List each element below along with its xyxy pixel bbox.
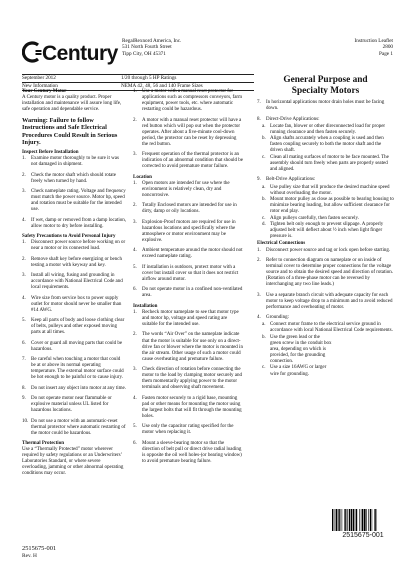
frame-sizes: NEMA 42, 48, 56 and 140 Frame Sizes	[121, 83, 203, 89]
list-item: 4. Ambient temperature around the motor should not exceed nameplate rating.	[133, 248, 243, 260]
sub-item: b. Use the green lead or the green screw in the conduit box area, depending on which is provided, for the grounding connection.	[262, 334, 332, 364]
sub-item: a. Use pulley size that will produce the desired machine speed without overloading the motor.	[262, 184, 390, 196]
thermal-text: Use a “Thermally Protected” motor wherever required by safety regulations or an Underwriters’ Laboratories Standard, or where severe overloading, jamming or other abnormal operating conditions may occur.	[22, 447, 124, 477]
barcode-bar	[372, 509, 373, 531]
list-item: 9. Do not operate motor near flammable or explosive material unless UL listed for hazardous locations.	[22, 396, 112, 414]
list-item: 4. Grounding:	[257, 315, 290, 321]
installation-list-cont	[257, 100, 394, 240]
list-item: 1. Disconnect power source and tag or lock open before starting.	[257, 247, 391, 253]
thermal-list	[133, 89, 243, 170]
barcode-bar	[374, 509, 375, 531]
list-item: 2. Remove shaft key before energizing or bench testing a motor with keyway and key.	[22, 256, 122, 268]
barcode-bar	[370, 509, 371, 531]
barcode-bar	[375, 509, 376, 531]
list-item: 7. In horizontal applications motor drain holes must be facing down.	[257, 100, 385, 112]
issue-date: September 2012	[22, 75, 56, 81]
barcode-bar	[364, 509, 366, 531]
brand-name: Century	[42, 42, 118, 65]
location-list	[133, 181, 243, 300]
barcode-number: 2515675-001	[342, 532, 384, 539]
hp-ratings: 1/20 through 5 HP Ratings	[121, 75, 177, 81]
electrical-list	[257, 248, 394, 378]
sub-item: a. Connect motor frame to the electrical service ground in accordance with local National Electrical Code requirements.	[262, 322, 393, 334]
list-item: 2. The words “Air Over” on the nameplate indicate that the motor is suitable for use only on a direct-drive fan or blower where the motor is mounted in the air stream. Other usage of such a motor could cause overheating and premature failure.	[133, 332, 243, 362]
list-item: 1. Recheck motor nameplate to see that motor type and motor hp, voltage and speed rating are suitable for the intended use.	[133, 309, 239, 328]
leaflet-number: 2800	[382, 44, 393, 51]
list-item: 2. Totally Enclosed motors are intended for use in dirty, damp or oily locations.	[133, 203, 237, 215]
barcode-bar	[353, 509, 354, 531]
barcode-bar	[351, 509, 353, 531]
section-heading: Thermal Protection	[22, 441, 64, 447]
list-item: 4. Wire size from service box to power supply outlet for motor should never be smaller than #14 AWG.	[22, 295, 122, 313]
barcode-bar	[356, 509, 357, 531]
list-item: 3. Frequent operation of the thermal protector is an indication of an abnormal condition that should be corrected to avoid premature motor failure.	[133, 152, 243, 170]
barcode-bar	[345, 509, 346, 531]
footer-doc-number: 2515675-001	[22, 545, 57, 552]
list-item: 6. Cover or guard all moving parts that could be hazardous.	[22, 340, 123, 352]
century-c-icon	[22, 41, 42, 63]
barcode-bar	[362, 509, 363, 531]
list-item: 1. Disconnect power source before working on or near a motor or its connected load.	[22, 240, 126, 252]
section-heading: Installation	[133, 303, 158, 309]
barcode-bar	[359, 509, 360, 531]
footer	[22, 546, 56, 559]
address-line: RegalRexnord America, Inc.	[122, 38, 182, 44]
document-title	[257, 75, 394, 96]
barcode-bar	[339, 509, 340, 531]
list-item: 5. Keep all parts of body and loose clothing clear of belts, pulleys and other exposed moving parts at all times.	[22, 318, 125, 336]
sub-item: b. Mount motor pulley as close as possible to bearing housing to minimize bearing loading, but allow sufficient clearance for rotor end play.	[262, 197, 394, 215]
section-heading: Safety Precautions to Avoid Personal Injury	[22, 234, 116, 240]
list-item: 3. Check direction of rotation before connecting the motor to the load by clamping motor securely and them momentarily applying power to the motor terminals and observing shaft movement.	[133, 367, 242, 391]
footer-revision: Rev. H	[22, 552, 37, 559]
barcode-bar	[361, 509, 362, 531]
list-item: 6. Do not operate motor in a confined non-ventilated area.	[133, 287, 243, 299]
title-line: Specialty Motors	[291, 85, 360, 96]
section-heading: Inspect Before Installation	[22, 149, 79, 155]
list-item: 1. Examine motor thoroughly to be sure it was not damaged in shipment.	[22, 156, 119, 168]
list-item: 1. Use a motor with a manual reset protector for applications such as compressors conveyors, farm equipment, power tools, etc. where automatic restarting could be hazardous.	[133, 89, 242, 113]
page-number: Page 1	[379, 50, 393, 57]
list-item: 2. Check the motor shaft which should rotate freely when turned by hand.	[22, 172, 116, 184]
leaflet-info	[355, 38, 393, 57]
installation-list	[133, 310, 243, 465]
sub-item: c. Use a size 16AWG or larger wire for grounding.	[262, 365, 327, 377]
barcode-bar	[349, 509, 350, 531]
list-item: 8. Do not insert any object into motor at any time.	[22, 385, 126, 391]
list-item: 1. Open motors are intended for use where the environment is relatively clean, dry and noncorrosive.	[133, 180, 230, 198]
barcode-bar	[342, 509, 343, 531]
list-item: 3. Use a separate branch circuit with adequate capacity for each motor to keep voltage drop to a minimum and to avoid reduced performance and overheating of motor.	[257, 292, 393, 310]
list-item: 9. Belt-Drive Applications:	[257, 177, 316, 183]
barcode-bar	[355, 509, 356, 531]
address-line: 531 North Fourth Street	[122, 44, 172, 51]
barcode-bar	[336, 509, 338, 531]
barcode-bar	[347, 509, 348, 531]
barcode-bar	[338, 509, 339, 531]
barcode-image	[332, 509, 394, 531]
inspect-list	[22, 156, 126, 230]
barcode-bar	[366, 509, 367, 531]
safety-list	[22, 240, 126, 437]
barcode-bar	[334, 509, 335, 531]
sub-item: c. Align pulleys carefully, then fasten securely.	[262, 215, 359, 221]
sub-item: a. Locate fan, blower or other direconnected load for proper running clearance and then fasten securely.	[262, 123, 386, 135]
sub-item: b. Align shafts accurately when a coupling is used and then fasten coupling securely to both the motor shaft and the driven shaft.	[262, 136, 384, 154]
list-item: 3. Check nameplate rating. Voltage and frequency must match the power source. Motor hp, speed and rotation must be suitable for the intended use.	[22, 188, 126, 213]
list-item: 6. Mount a sleeve-bearing motor so that the direction of belt pull or direct drive radial loading is opposite the oil well holes-(or bearing window) to avoid premature bearing failure.	[133, 440, 242, 464]
warning-text: Warning: Failure to follow Instructions and Safe Electrical Procedures Could Result in Serious Injury.	[22, 116, 118, 146]
section-heading: Your Century Motor	[22, 89, 67, 94]
column-right	[257, 75, 394, 382]
list-item: 5. If installation is outdoors, protect motor with a cover but install cover so that it does not restrict airflow around motor.	[133, 264, 239, 282]
list-item: 2. Refer to connection diagram on nameplate or on inside of terminal cover to determine proper connections for the voltage source and to obtain the desired speed and direction of rotation. (Rotation of a three-phase motor can be reversed by interchanging any two line leads.)	[257, 257, 394, 288]
list-item: 3. Install all wiring, fusing and grounding in accordance with National Electrical Code and local requirements.	[22, 273, 123, 291]
section-heading: Electrical Connections	[257, 241, 306, 247]
list-item: 5. Use only the capacitor rating specified for the motor when replacing it.	[133, 424, 234, 436]
sub-item: c. Clean all mating surfaces of motor to be face mounted. The assembly should turn freely when parts are properly seated and aligned.	[262, 154, 389, 173]
list-item: 2. A motor with a manual reset protector will have a red button which will pop out when the protector operates. After about a five-minute cool-down period, the protector can be reset by depressing the red button.	[133, 117, 242, 147]
sub-item: d. Tighten belt only enough to prevent slippage. A properly adjusted belt will deflect about ½ inch when light finger pressure is.	[262, 222, 384, 240]
list-item: 8. Direct-Drive Applications:	[257, 116, 320, 122]
address-line: Tipp City, OH 45371	[122, 50, 166, 57]
column-left	[22, 89, 126, 481]
company-address	[122, 38, 181, 57]
list-item: 10. Do not use a motor with an automatic-reset thermal protector where automatic restarting of the motor could be hazardous.	[22, 418, 126, 436]
barcode-bar	[344, 509, 345, 531]
list-item: 4. If wet, damp or removed from a damp location, allow motor to dry before installing.	[22, 217, 126, 229]
column-middle	[133, 89, 243, 469]
title-line: General Purpose and	[283, 75, 368, 85]
barcode-bar	[368, 509, 369, 531]
list-item: 4. Fasten motor securely to a rigid base, mounting pad or other means for mounting the motor using the largest bolts that will fit through the mounting holes.	[133, 395, 242, 419]
intro-text: A Century motor is a quality product. Proper installation and maintenance will assure long life, safe operation and dependable service.	[22, 95, 122, 113]
leaflet-title: Instruction Leaflet	[354, 38, 393, 44]
new-info-label: New Information	[22, 83, 58, 89]
barcode-bar	[332, 509, 333, 531]
list-item: 3. Explosion-Proof motors are required for use in hazardous locations and specifically where the atmosphere or motor environment may be explosive.	[133, 219, 236, 243]
section-heading: Location	[133, 174, 152, 180]
list-item: 7. Be careful when touching a motor that could be at or above its normal operating temperature. The external motor surface could be hot enough to be painful or to cause injury.	[22, 357, 124, 381]
century-logo	[22, 38, 118, 68]
